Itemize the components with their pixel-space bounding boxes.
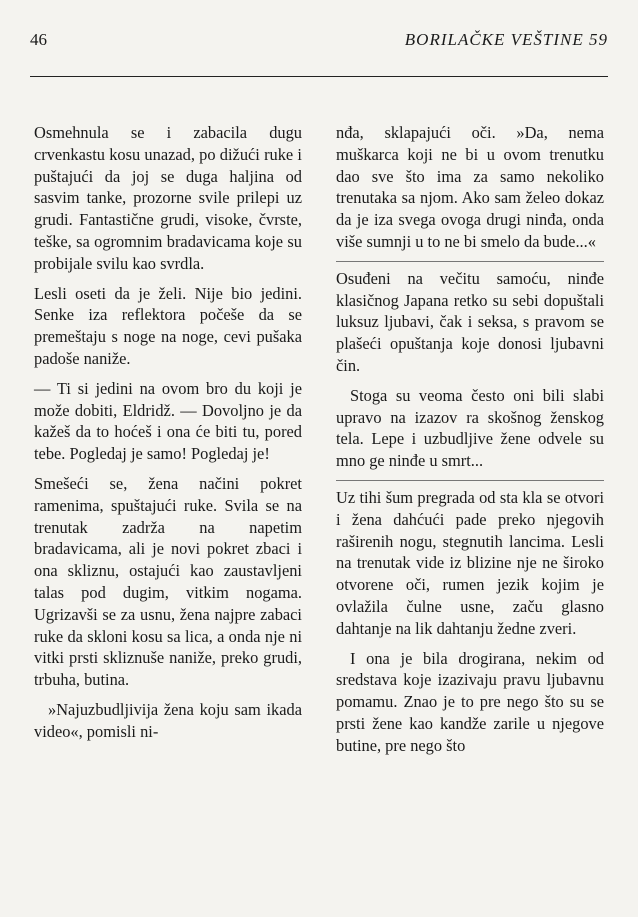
page-header (30, 30, 608, 60)
paragraph: Lesli oseti da je želi. Nije bio jedini. Senke iza reflektora počeše da se premeštaju s noge na noge, cevi pušaka padoše naniže. (34, 283, 302, 368)
paragraph: Osmehnula se i zabacila dugu crvenkastu kosu unazad, po dižući ruke i puštajući da joj se duga haljina od sasvim tanke, prozorne svile prilepi uz grudi. Fantastične grudi, visoke, čvrste, teške, sa ogromnim bradavicama koje su probijale svilu kao svrdla. (34, 123, 302, 273)
text-columns (34, 122, 604, 877)
paragraph: — Ti si jedini na ovom bro du koji je može dobiti, Eldridž. — Dovoljno je da kažeš da to hoćeš i ona će biti tu, pored tebe. Pogledaj je samo! Pogledaj je! (34, 378, 302, 464)
header-rule (30, 76, 608, 77)
right-column (336, 122, 604, 877)
paragraph: Osuđeni na večitu samoću, ninđe klasičnog Japana retko su sebi dopuštali luksuz ljubavi, čak i seksa, s pravom se plašeći opuštanja koje donosi ljubavni čin. (336, 261, 604, 377)
running-title: BORILAČKE VEŠTINE 59 (404, 30, 608, 49)
page-number: 46 (30, 30, 47, 49)
paragraph: Smešeći se, žena načini pokret ramenima, spuštajući ruke. Svila se na trenutak zadrža na napetim bradavicama, ali je novi pokret zbaci i ona skliznu, ostajući kao zaustavljeni talas pod dugim, vitkim nogama. Ugrizavši se za usnu, žena najpre zabaci ruke da skloni kosu sa lica, a onda nje ni vitki prsti skliznuše naniže, preko grudi, trbuha, butina. (34, 473, 302, 690)
paragraph: I ona je bila drogirana, nekim od sredstava koje izazivaju pravu ljubavnu pomamu. Znao je to pre nego što su se prsti žene kao kandže zarile u njegove butine, pre nego što (336, 648, 604, 755)
paragraph: »Najuzbudljivija žena koju sam ikada video«, pomisli ni- (34, 699, 302, 741)
paragraph: Uz tihi šum pregrada od sta kla se otvori i žena dahćući pade preko njegovih raširenih nogu, stegnutih lancima. Lesli na trenutak vide iz blizine nje ne široko otvorene oči, rumen jezik kojim je ovlažila čulne usne, začu glasno dahtanje na lik dahtanju žedne zveri. (336, 480, 604, 640)
paragraph: nđa, sklapajući oči. »Da, nema muškarca koji ne bi u ovom trenutku dao sve što ima za samo nekoliko trenutaka sa njom. Ako sam želeo dokaz da je iza svega ovoga drugi ninđa, onda više sumnji u to ne bi smelo da bude...« (336, 123, 604, 251)
left-column (34, 122, 302, 877)
paragraph: Stoga su veoma često oni bili slabi upravo na izazov ra skošnog ženskog tela. Lepe i uzbudljive žene odvele su mno ge ninđe u smrt... (336, 385, 604, 471)
